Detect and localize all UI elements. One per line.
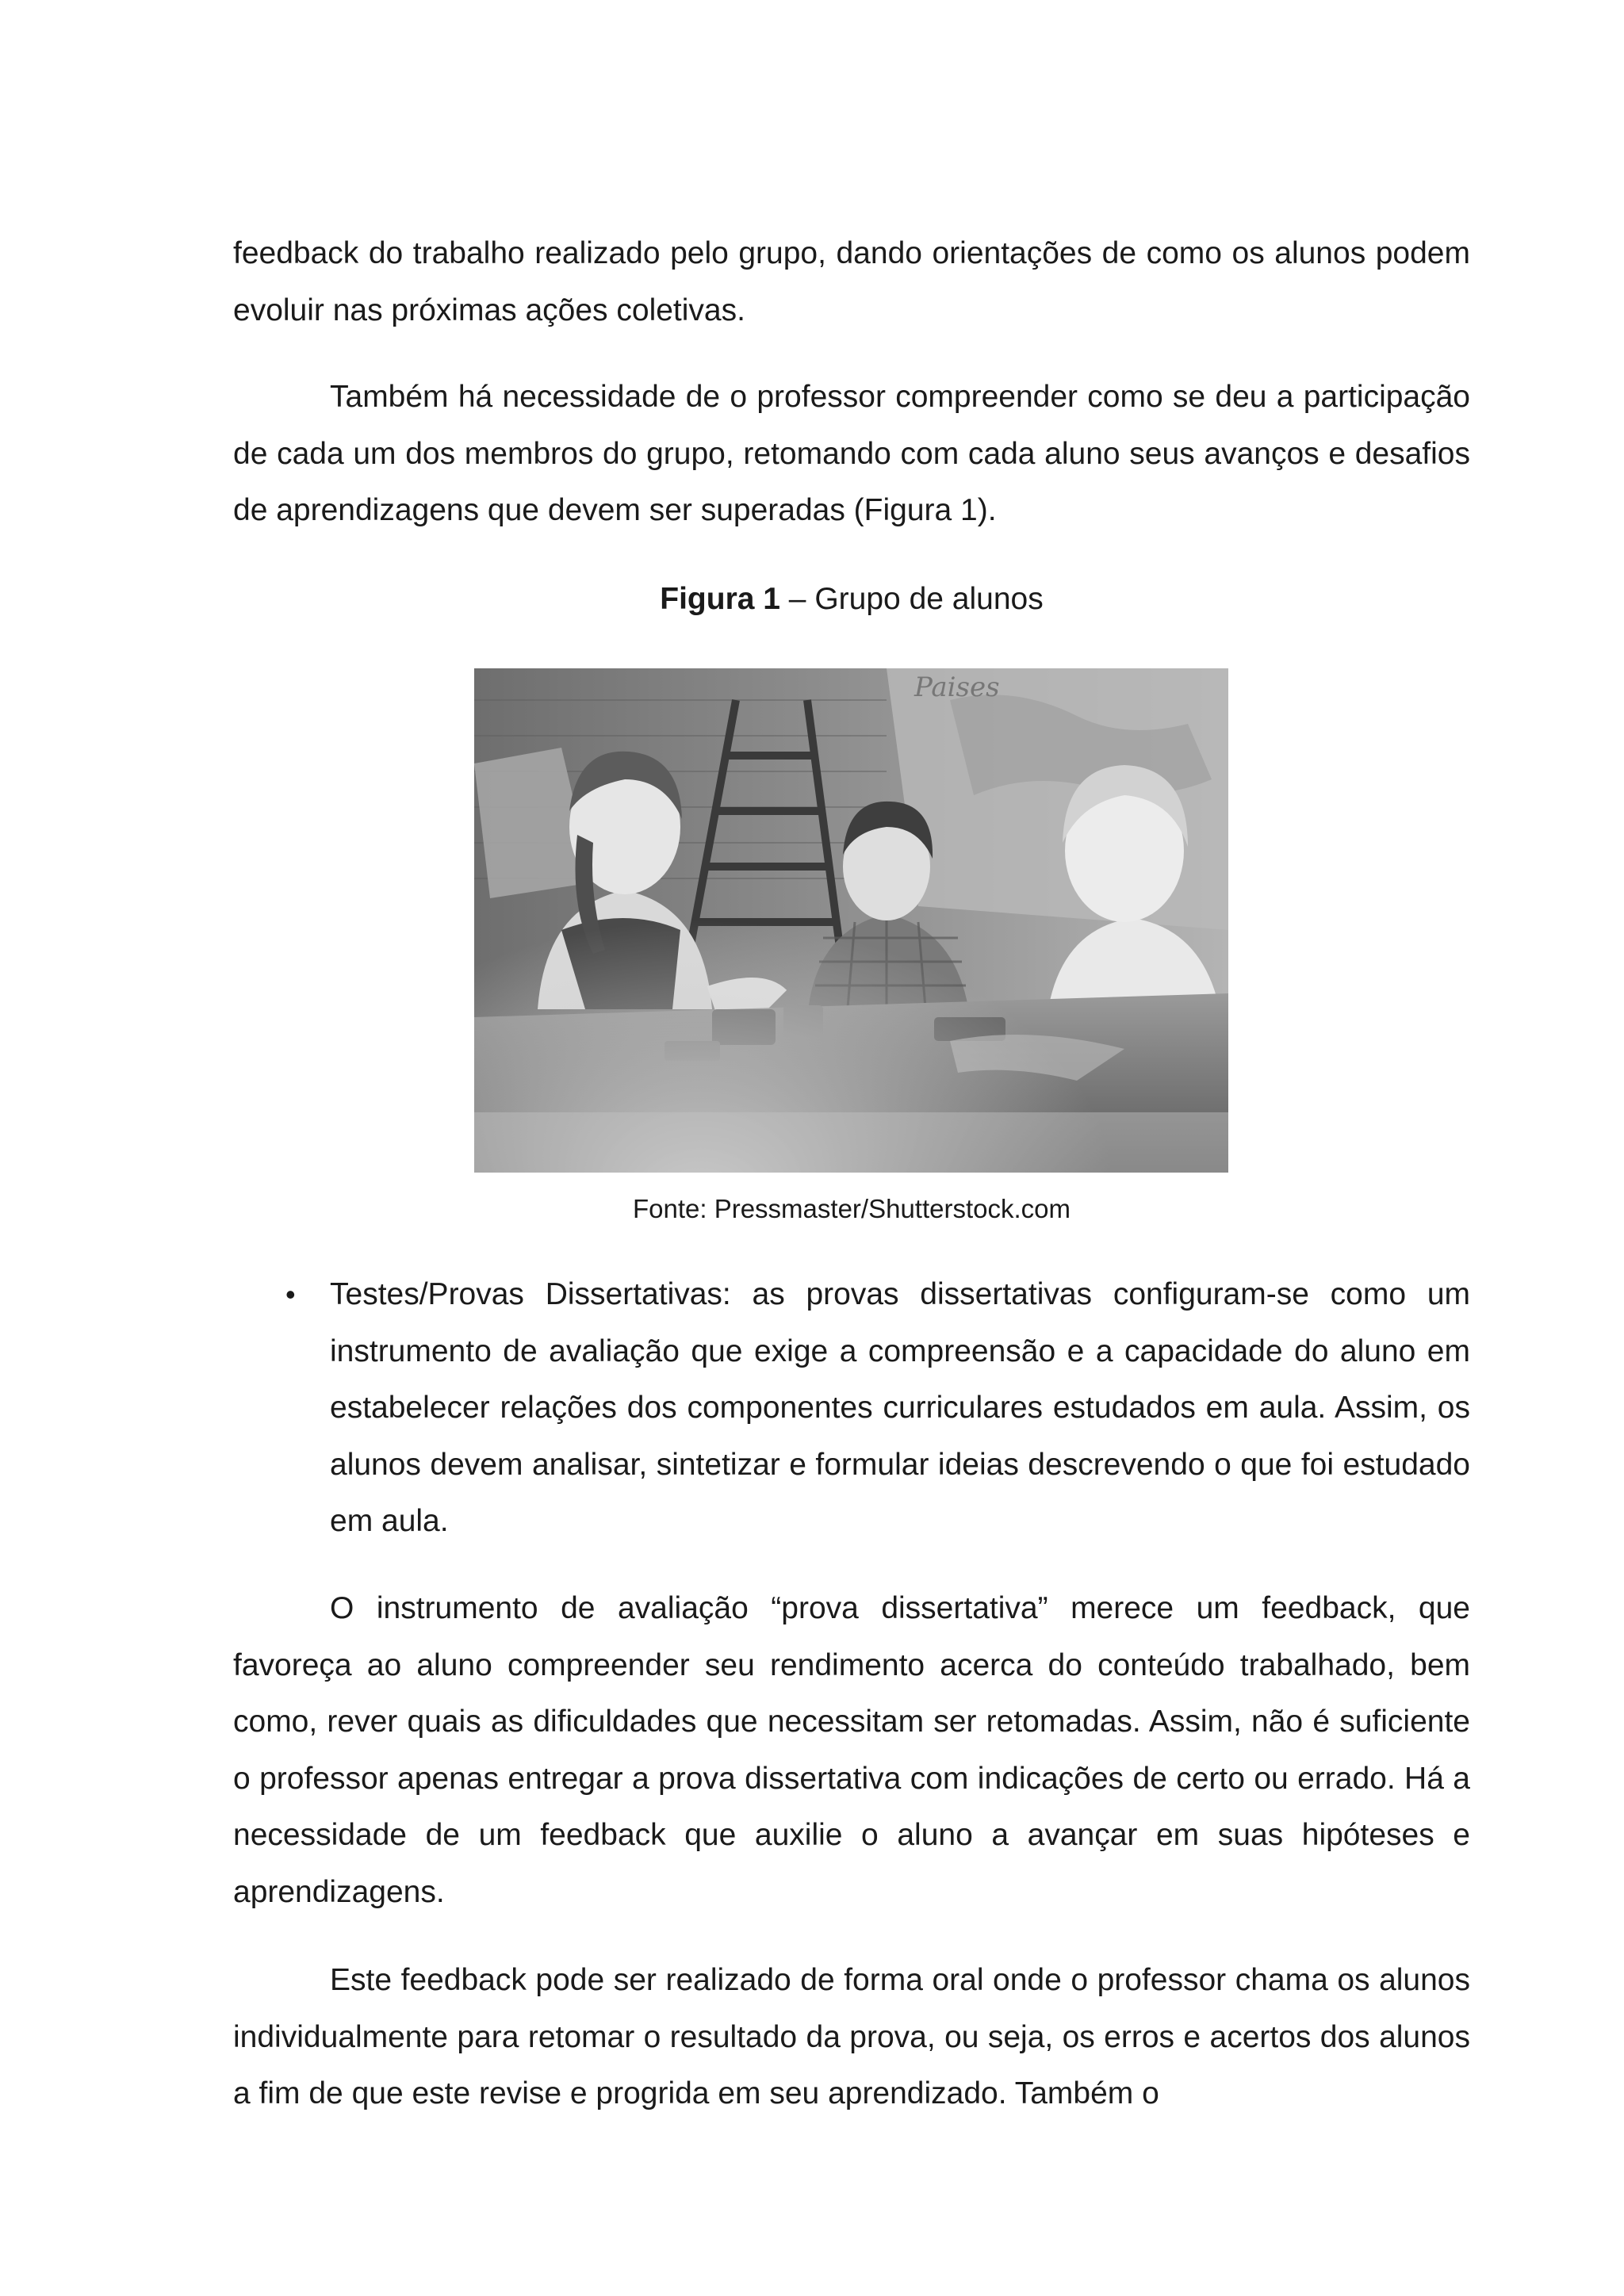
- paragraph-feedback-oral: Este feedback pode ser realizado de forma oral onde o professor chama os alunos individualmente para retomar o resultado da prova, ou seja, os erros e acertos dos alunos a fim de que este revise e progrida em seu aprendizado. Também o: [233, 1963, 1470, 2110]
- paragraph-feedback-continuation: feedback do trabalho realizado pelo grupo, dando orientações de como os alunos podem evoluir nas próximas ações coletivas.: [233, 236, 1470, 327]
- figure-label: Figura 1: [660, 582, 780, 616]
- bullet-text-dissertativas: Testes/Provas Dissertativas: as provas dissertativas configuram-se como um instrumento de avaliação que exige a compreensão e a capacidade do aluno em estabelecer relações dos componentes curriculares estudados em aula. Assim, os alunos devem analisar, sintetizar e formular ideias descrevendo o que foi estudado em aula.: [330, 1277, 1470, 1538]
- figure-image-students: [474, 668, 1228, 1173]
- paragraph-participation: Também há necessidade de o professor compreender como se deu a participação de cada um dos membros do grupo, retomando com cada aluno seus avanços e desafios de aprendizagens que devem ser superadas (Figura 1).: [233, 380, 1470, 527]
- students-photo-illustration: [474, 668, 1228, 1173]
- figure-caption: [233, 577, 1470, 622]
- paragraph-prova-dissertativa: O instrumento de avaliação “prova dissertativa” merece um feedback, que favoreça ao aluno compreender seu rendimento acerca do conteúdo trabalhado, bem como, rever quais as dificuldades que necessitam ser retomadas. Assim, não é suficiente o professor apenas entregar a prova dissertativa com indicações de certo ou errado. Há a necessidade de um feedback que auxilie o aluno a avançar em suas hipóteses e aprendizagens.: [233, 1591, 1470, 1909]
- figure-title: Grupo de alunos: [814, 582, 1044, 616]
- figure-caption-separator: –: [779, 582, 815, 616]
- figure-source: Fonte: Pressmaster/Shutterstock.com: [632, 1194, 1071, 1223]
- bullet-marker: •: [285, 1278, 296, 1311]
